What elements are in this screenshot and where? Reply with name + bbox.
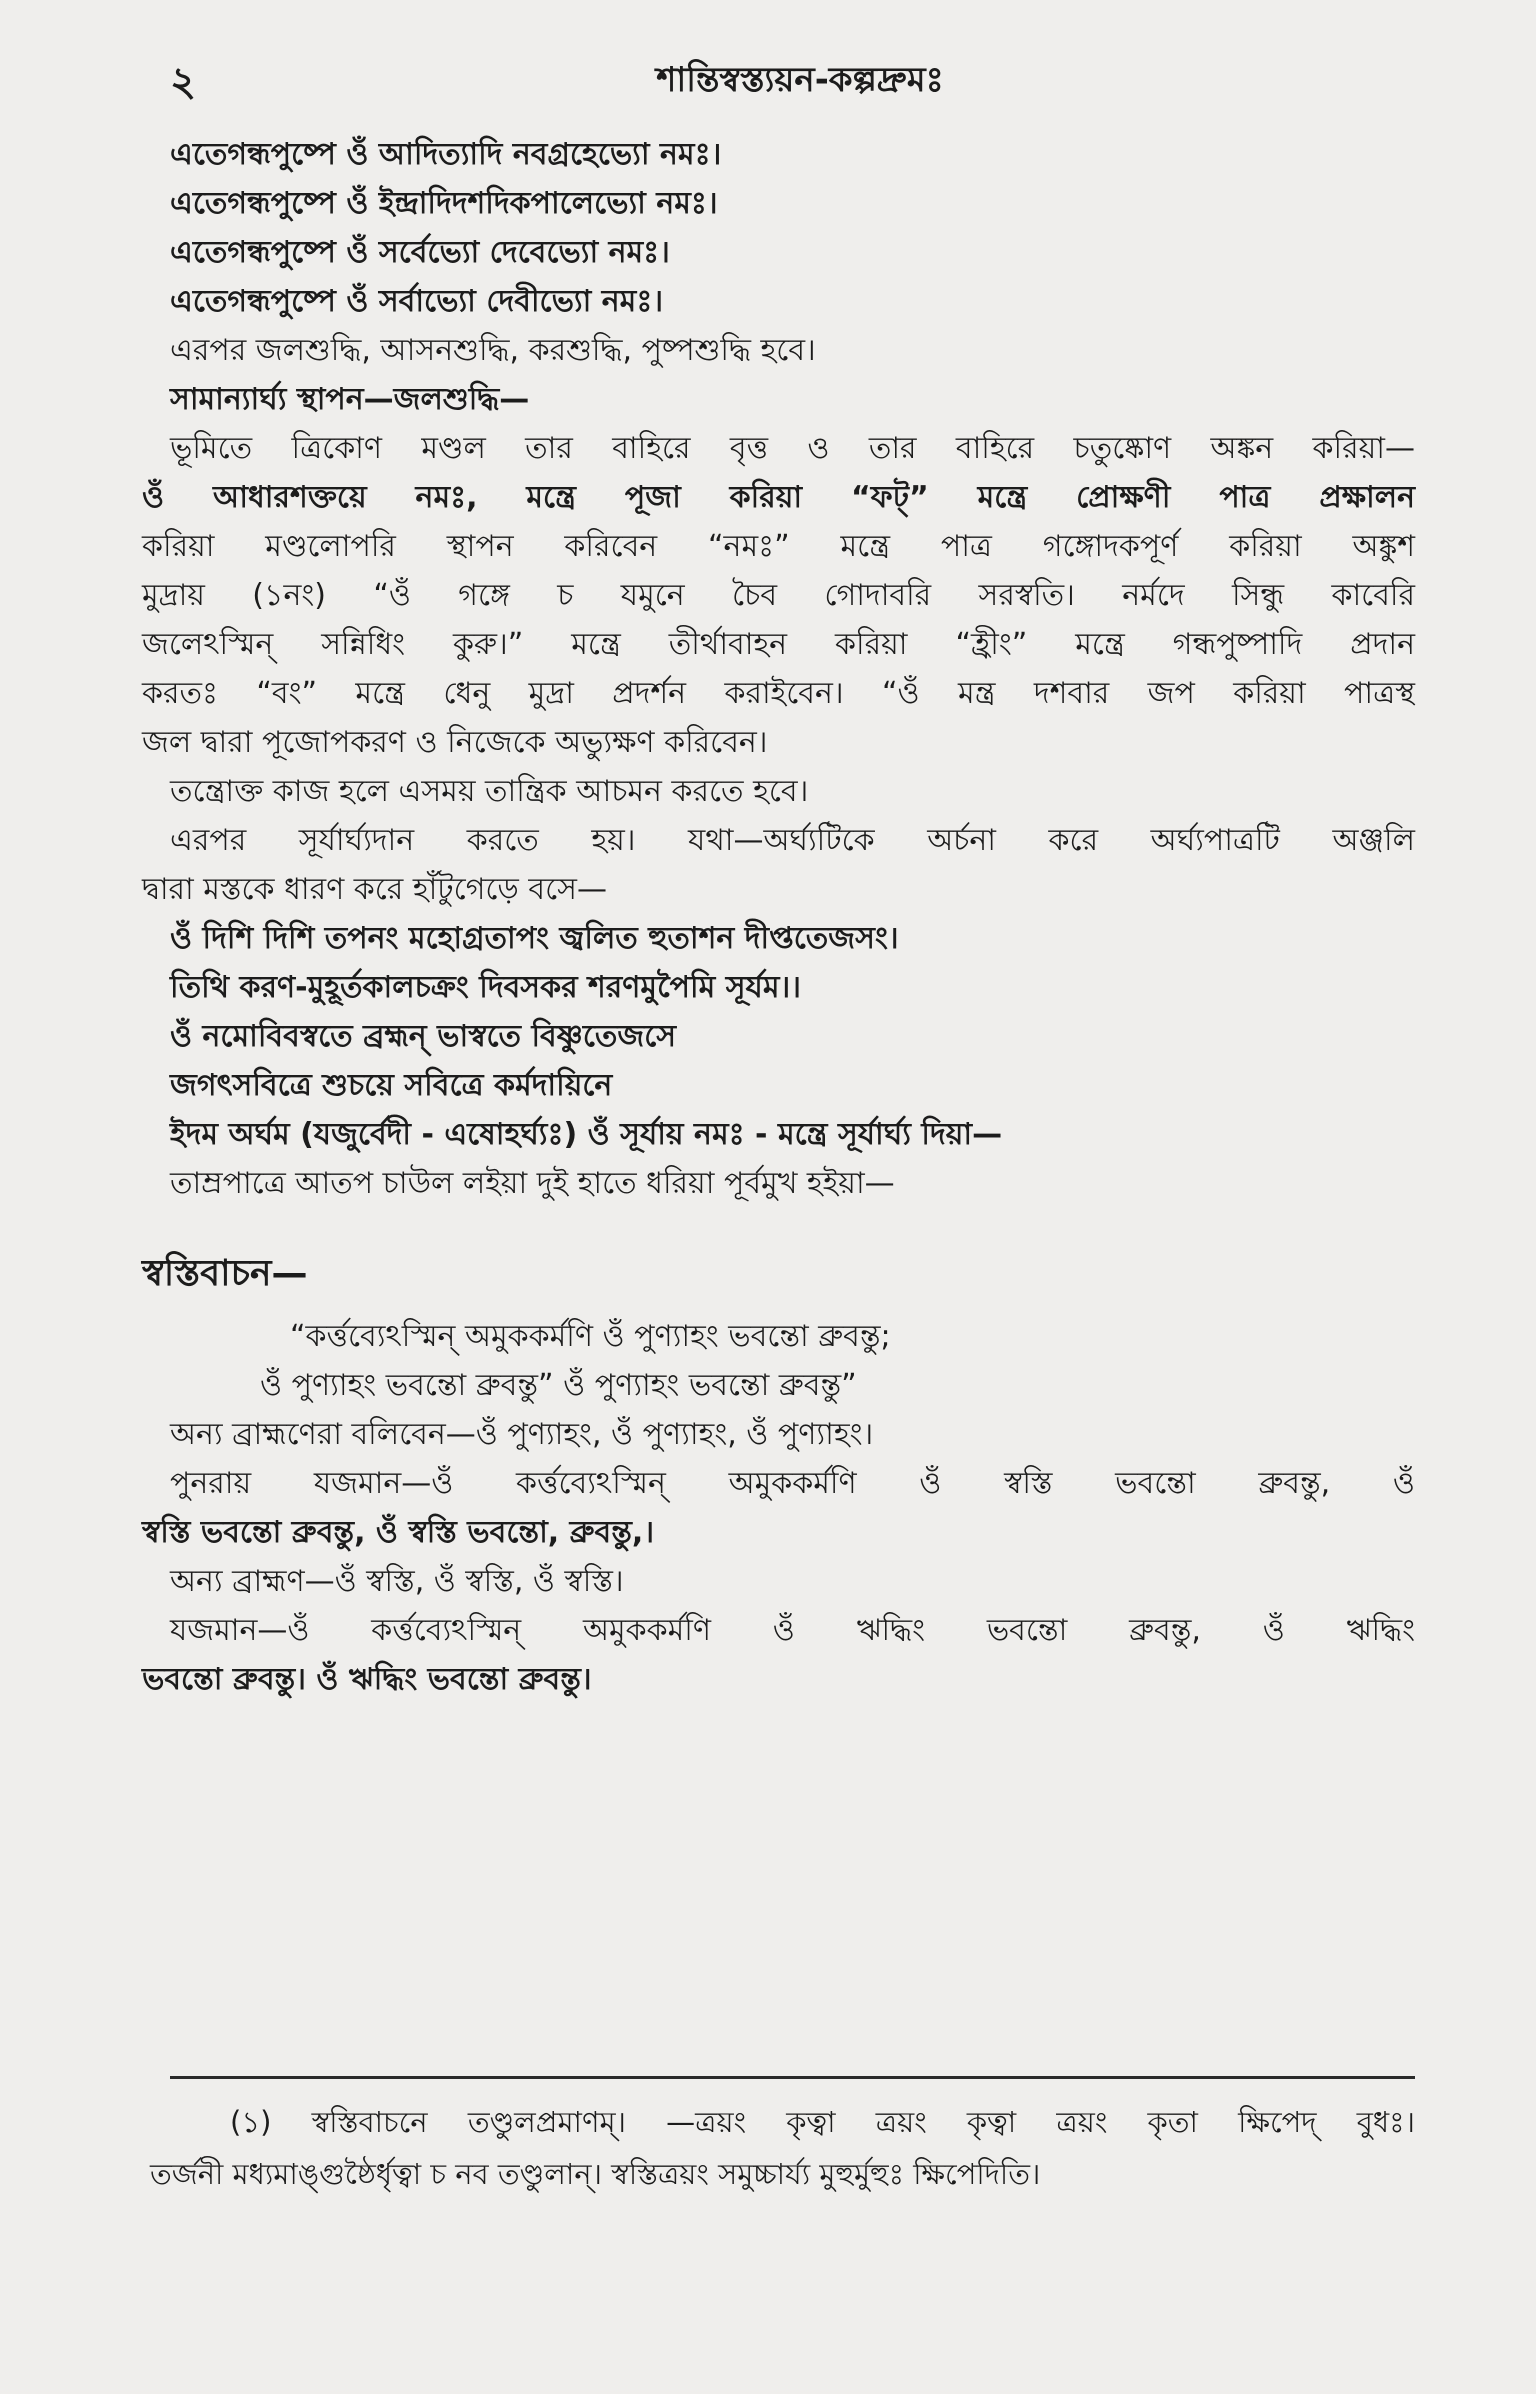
text-line: তাম্রপাত্রে আতপ চাউল লইয়া দুই হাতে ধরিয়া পূর্বমুখ হইয়া—: [170, 1166, 895, 1201]
text-line: এতেগন্ধপুষ্পে ওঁ ইন্দ্রাদিদশদিকপালেভ্যো নমঃ।: [170, 186, 718, 221]
running-title: শান্তিস্বস্ত্যয়ন-কল্পদ্রুমঃ: [656, 60, 944, 100]
text-line: অন্য ব্রাহ্মণেরা বলিবেন—ওঁ পুণ্যাহং, ওঁ পুণ্যাহং, ওঁ পুণ্যাহং।: [170, 1417, 874, 1452]
footnote-line: তর্জনী মধ্যমাঙ্গুষ্ঠৈর্ধৃত্বা চ নব তণ্ডুলান্। স্বস্তিত্রয়ং সমুচ্চার্য্য মুহুর্মুহুঃ ক্ষিপেদিতি।: [150, 2157, 1041, 2191]
page-header: [170, 48, 1430, 108]
page-number: ২: [170, 59, 197, 105]
main-text: [142, 130, 1415, 1704]
text-line: এতেগন্ধপুষ্পে ওঁ আদিত্যাদি নবগ্রহেভ্যো নমঃ।: [170, 137, 722, 172]
text-line: এতেগন্ধপুষ্পে ওঁ সর্বাভ্যো দেবীভ্যো নমঃ।: [170, 284, 664, 319]
text-line: দ্বারা মস্তকে ধারণ করে হাঁটুগেড়ে বসে—: [142, 872, 607, 907]
text-line: ভবন্তো ব্রুবন্তু। ওঁ ঋদ্ধিং ভবন্তো ব্রুবন্তু।: [142, 1662, 592, 1697]
footnote: [150, 2096, 1415, 2200]
text-line: তন্ত্রোক্ত কাজ হলে এসময় তান্ত্রিক আচমন করতে হবে।: [170, 774, 809, 809]
text-line: এরপর সূর্যার্ঘ্যদান করতে হয়। যথা—অর্ঘ্যটিকে অর্চনা করে অর্ঘ্যপাত্রটি অঞ্জলি: [170, 823, 1415, 858]
text-line: জল দ্বারা পূজোপকরণ ও নিজেকে অভ্যুক্ষণ করিবেন।: [142, 725, 768, 760]
text-line: যজমান—ওঁ কর্ত্তব্যেঽস্মিন্ অমুককর্মণি ওঁ ঋদ্ধিং ভবন্তো ব্রুবন্তু, ওঁ ঋদ্ধিং: [170, 1613, 1415, 1648]
section-heading: স্বস্তিবাচন—: [142, 1253, 308, 1294]
mantra-line: জগৎসবিত্রে শুচয়ে সবিত্রে কর্মদায়িনে: [170, 1068, 613, 1103]
text-line: মুদ্রায় (১নং) “ওঁ গঙ্গে চ যমুনে চৈব গোদাবরি সরস্বতি। নর্মদে সিন্ধু কাবেরি: [142, 578, 1415, 613]
footnote-line: (১) স্বস্তিবাচনে তণ্ডুলপ্রমাণম্। —ত্রয়ং কৃত্বা ত্রয়ং কৃত্বা ত্রয়ং কৃতা ক্ষিপেদ্ বুধঃ।: [230, 2105, 1415, 2139]
mantra-line: “কর্ত্তব্যেঽস্মিন্ অমুককর্মণি ওঁ পুণ্যাহং ভবন্তো ব্রুবন্তু;: [290, 1319, 891, 1354]
text-line: স্বস্তি ভবন্তো ব্রুবন্তু, ওঁ স্বস্তি ভবন্তো, ব্রুবন্তু,।: [142, 1515, 655, 1550]
text-line: ভূমিতে ত্রিকোণ মণ্ডল তার বাহিরে বৃত্ত ও তার বাহিরে চতুষ্কোণ অঙ্কন করিয়া—: [170, 431, 1415, 466]
text-line: ওঁ আধারশক্তয়ে নমঃ, মন্ত্রে পূজা করিয়া “ফট্” মন্ত্রে প্রোক্ষণী পাত্র প্রক্ষালন: [142, 480, 1415, 515]
text-line: অন্য ব্রাহ্মণ—ওঁ স্বস্তি, ওঁ স্বস্তি, ওঁ স্বস্তি।: [170, 1564, 624, 1599]
text-line: করতঃ “বং” মন্ত্রে ধেনু মুদ্রা প্রদর্শন করাইবেন। “ওঁ মন্ত্র দশবার জপ করিয়া পাত্রস্থ: [142, 676, 1415, 711]
mantra-line: ওঁ নমোবিবস্বতে ব্রহ্মন্ ভাস্বতে বিষ্ণুতেজসে: [170, 1019, 677, 1054]
mantra-line: ওঁ পুণ্যাহং ভবন্তো ব্রুবন্তু” ওঁ পুণ্যাহং ভবন্তো ব্রুবন্তু”: [260, 1368, 857, 1403]
text-line: করিয়া মণ্ডলোপরি স্থাপন করিবেন “নমঃ” মন্ত্রে পাত্র গঙ্গোদকপূর্ণ করিয়া অঙ্কুশ: [142, 529, 1415, 564]
mantra-line: ওঁ দিশি দিশি তপনং মহোগ্রতাপং জ্বলিত হুতাশন দীপ্ততেজসং।: [170, 921, 899, 956]
mantra-line: ইদম অর্ঘম (যজুর্বেদী - এষোহর্ঘ্যঃ) ওঁ সূর্যায় নমঃ - মন্ত্রে সূর্যার্ঘ্য দিয়া—: [170, 1117, 1003, 1152]
section-subheading: সামান্যার্ঘ্য স্থাপন—জলশুদ্ধি—: [170, 382, 530, 417]
mantra-line: তিথি করণ-মুহূর্তকালচক্রং দিবসকর শরণমুপৈমি সূর্যম।।: [170, 970, 801, 1005]
text-line: পুনরায় যজমান—ওঁ কর্ত্তব্যেঽস্মিন্ অমুককর্মণি ওঁ স্বস্তি ভবন্তো ব্রুবন্তু, ওঁ: [170, 1466, 1415, 1501]
text-line: এরপর জলশুদ্ধি, আসনশুদ্ধি, করশুদ্ধি, পুষ্পশুদ্ধি হবে।: [170, 333, 816, 368]
text-line: জলেঽস্মিন্ সন্নিধিং কুরু।” মন্ত্রে তীর্থাবাহন করিয়া “হ্রীং” মন্ত্রে গন্ধপুষ্পাদি প্রদান: [142, 627, 1415, 662]
text-line: এতেগন্ধপুষ্পে ওঁ সর্বেভ্যো দেবেভ্যো নমঃ।: [170, 235, 670, 270]
footnote-divider: [170, 2076, 1415, 2079]
